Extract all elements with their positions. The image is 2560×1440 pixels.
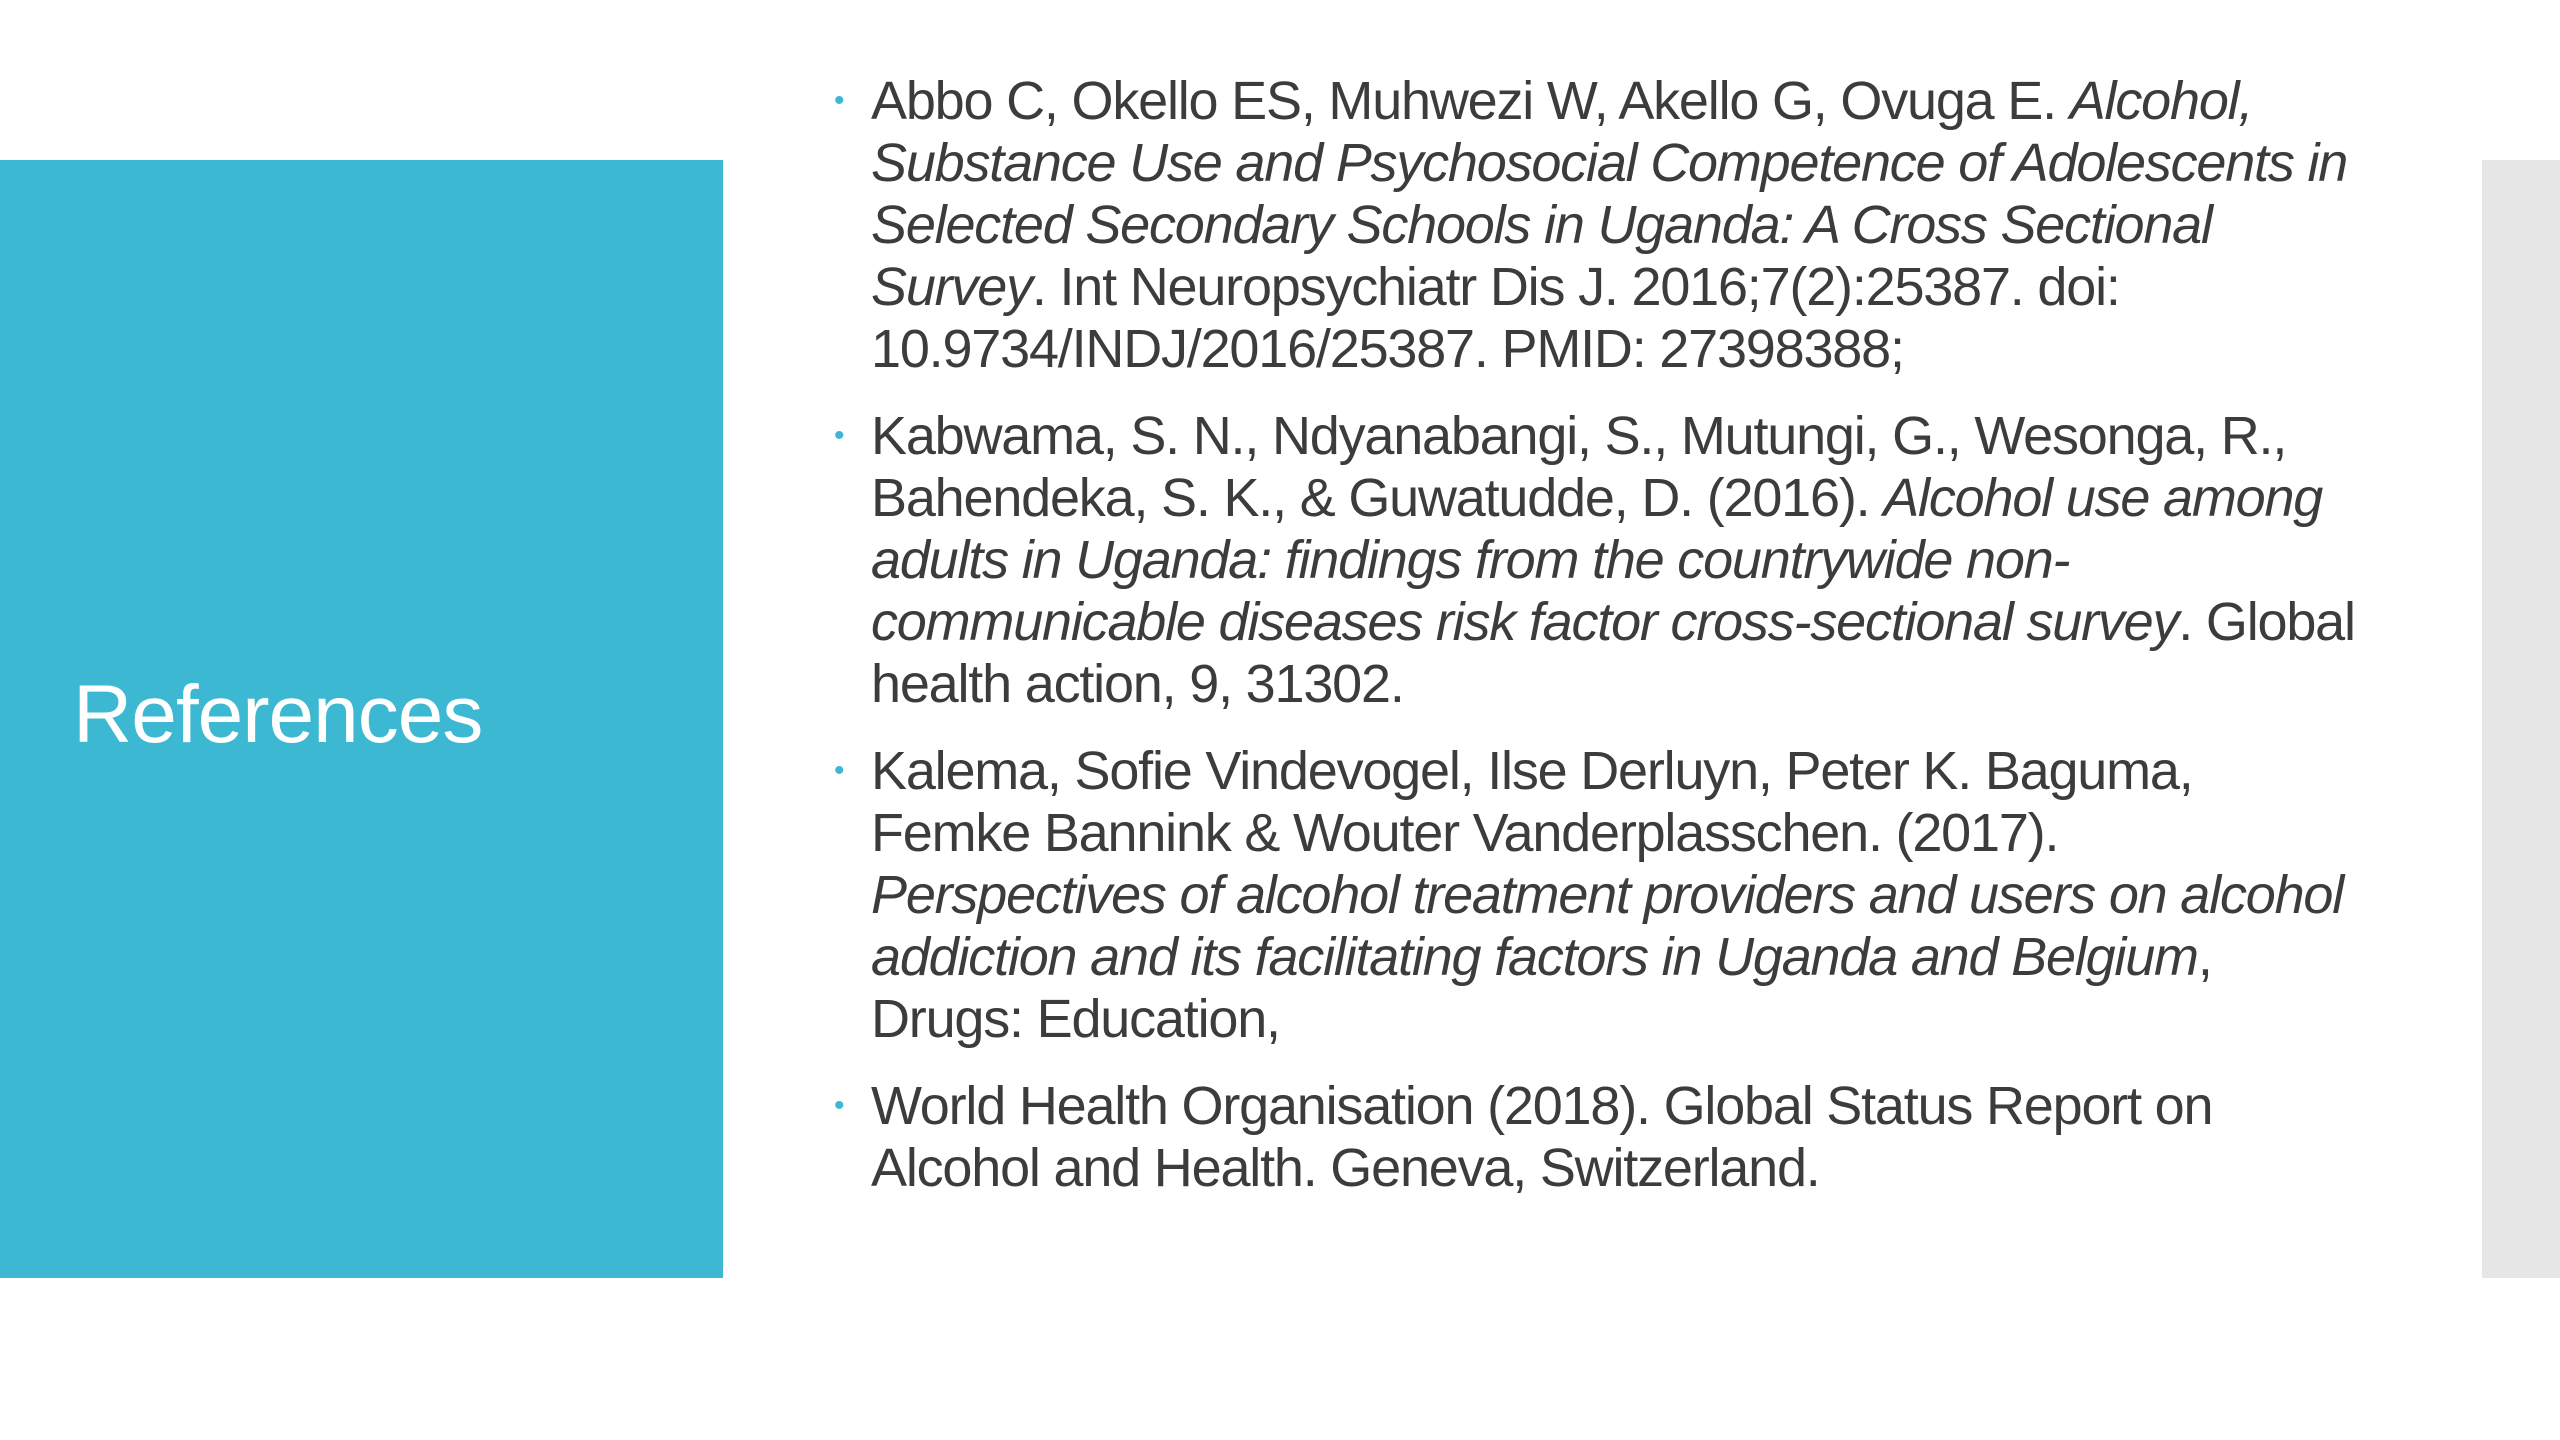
reference-authors: Abbo C, Okello ES, Muhwezi W, Akello G, Ovuga E. (871, 71, 2070, 131)
bullet-icon: • (834, 419, 844, 452)
reference-item (826, 740, 2356, 1050)
reference-authors: Kabwama, S. N., Ndyanabangi, S., Mutungi, G., Wesonga, R., Bahendeka, S. K., & Guwatudde, D. (2016). (871, 406, 2287, 528)
bullet-icon: • (834, 754, 844, 787)
reference-title: Alcohol, Substance Use and Psychosocial Competence of Adolescents in Selected Secondary Schools in Uganda: A Cross Sectional Survey (871, 71, 2348, 317)
bullet-icon: • (834, 84, 844, 117)
reference-authors: World Health Organisation (2018). Global Status Report on Alcohol and Health. Geneva, Switzerland. (871, 1076, 2213, 1198)
decorative-side-bar (2482, 160, 2560, 1278)
reference-item (826, 405, 2356, 715)
reference-details: . Int Neuropsychiatr Dis J. 2016;7(2):25387. doi: 10.9734/INDJ/2016/25387. PMID: 27398388; (871, 257, 2120, 379)
reference-details: . Global health action, 9, 31302. (871, 592, 2355, 714)
reference-list (826, 70, 2356, 1224)
reference-item (826, 70, 2356, 380)
reference-authors: Kalema, Sofie Vindevogel, Ilse Derluyn, Peter K. Baguma, Femke Bannink & Wouter Vanderplasschen. (2017). (871, 741, 2193, 863)
bullet-icon: • (834, 1089, 844, 1122)
reference-title: Alcohol use among adults in Uganda: findings from the countrywide non-communicable diseases risk factor cross-sectional survey (871, 468, 2323, 652)
reference-details: , Drugs: Education, (871, 927, 2212, 1049)
reference-item (826, 1075, 2356, 1199)
slide-title: References (73, 669, 483, 760)
reference-title: Perspectives of alcohol treatment providers and users on alcohol addiction and its facilitating factors in Uganda and Belgium (871, 865, 2344, 987)
